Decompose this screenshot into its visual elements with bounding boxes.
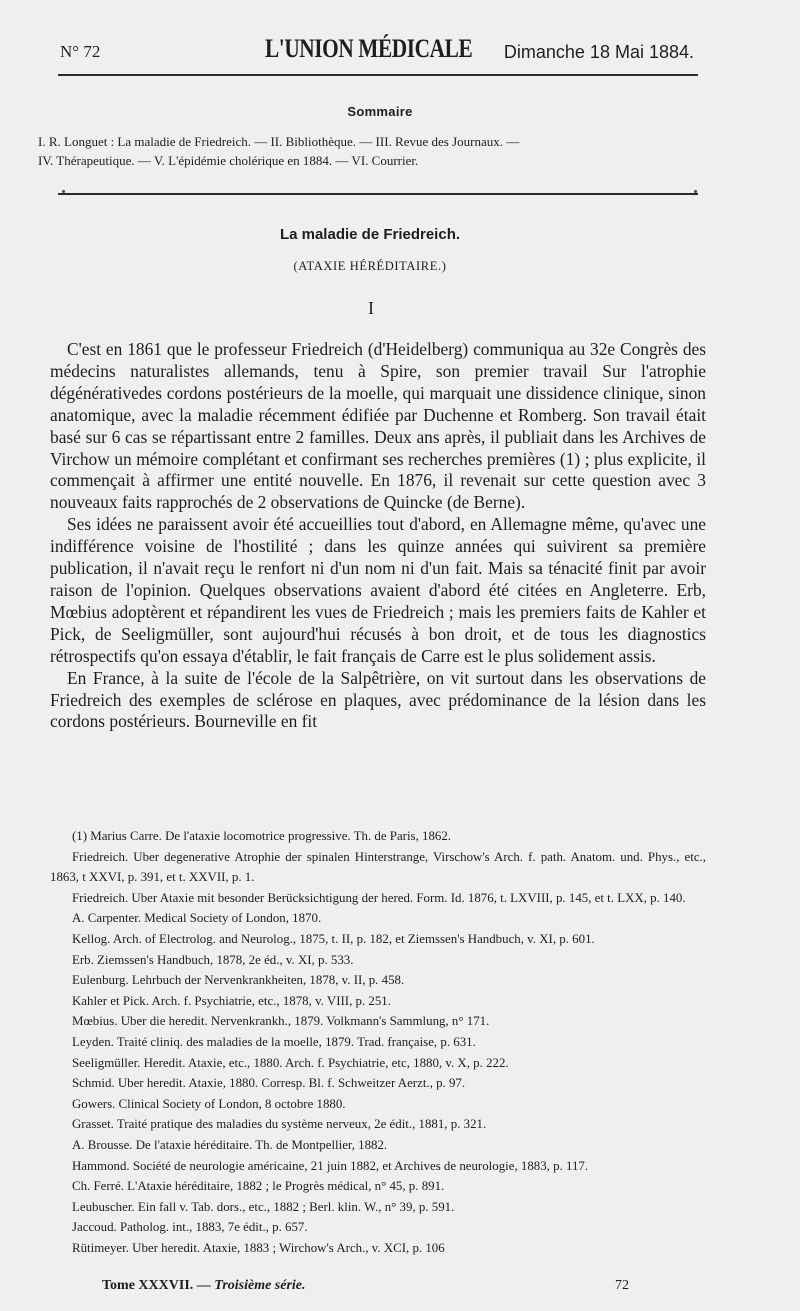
page-footer	[60, 1278, 660, 1300]
summary-rule	[58, 193, 698, 195]
footnote: Ch. Ferré. L'Ataxie héréditaire, 1882 ; le Progrès médical, n° 45, p. 891.	[72, 1179, 445, 1194]
summary-line: IV. Thérapeutique. — V. L'épidémie cholérique en 1884. — VI. Courrier.	[38, 153, 419, 168]
footnote: Mœbius. Uber die heredit. Nervenkrankh., 1879. Volkmann's Sammlung, n° 171.	[72, 1014, 490, 1029]
footnote: Jaccoud. Patholog. int., 1883, 7e édit., p. 657.	[72, 1220, 308, 1235]
footnote: Kahler et Pick. Arch. f. Psychiatrie, etc., 1878, v. VIII, p. 251.	[72, 993, 391, 1008]
footer-series: Troisième série.	[214, 1278, 306, 1293]
footnote: Gowers. Clinical Society of London, 8 octobre 1880.	[72, 1096, 346, 1111]
page-header	[60, 34, 700, 68]
article-paragraph: C'est en 1861 que le professeur Friedreich (d'Heidelberg) communiqua au 32e Congrès des médecins naturalistes allemands, tenu à Spire, son premier travail Sur l'atrophie dégénérativedes cordons postérieurs de la moelle, qui marquait une dissidence clinique, sinon anatomique, avec la maladie récemment édifiée par Duchenne et Romberg. Son travail était basé sur 6 cas se répartissant entre 2 familles. Deux ans après, il publiait dans les Archives de Virchow un mémoire complétant et confirmant ses recherches premières (1) ; plus explicite, il commençait à affirmer une entité nouvelle. En 1876, il revenait sur cette question avec 3 nouveaux faits rapprochés de 2 observations de Quincke (de Berne).	[50, 339, 706, 513]
footnote: Rütimeyer. Uber heredit. Ataxie, 1883 ; Wirchow's Arch., v. XCI, p. 106	[72, 1240, 445, 1255]
article-subtitle: (ATAXIE HÉRÉDITAIRE.)	[293, 259, 447, 273]
journal-title: L'UNION MÉDICALE	[265, 34, 473, 63]
footnote: Schmid. Uber heredit. Ataxie, 1880. Corresp. Bl. f. Schweitzer Aerzt., p. 97.	[72, 1076, 466, 1091]
summary-line: I. R. Longuet : La maladie de Friedreich. — II. Bibliothèque. — III. Revue des Journaux. —	[38, 134, 520, 149]
footnote: Leubuscher. Ein fall v. Tab. dors., etc., 1882 ; Berl. klin. W., n° 39, p. 591.	[72, 1199, 455, 1214]
footnote: Friedreich. Uber degenerative Atrophie der spinalen Hinterstrange, Virschow's Arch. f. path. Anatom. und. Phys., etc., 1863, t XXVI, p. 391, et t. XXVII, p. 1.	[50, 849, 706, 885]
section-number: I	[368, 298, 374, 318]
footnote: Eulenburg. Lehrbuch der Nervenkrankheiten, 1878, v. II, p. 458.	[72, 973, 405, 988]
footnote: Friedreich. Uber Ataxie mit besonder Berücksichtigung der hered. Form. Id. 1876, t. LXVIII, p. 145, et t. LXX, p. 140.	[72, 890, 686, 905]
issue-number: N° 72	[60, 42, 101, 61]
footnote: (1) Marius Carre. De l'ataxie locomotrice progressive. Th. de Paris, 1862.	[72, 829, 452, 843]
ink-speck	[694, 190, 697, 193]
footnote: Leyden. Traité cliniq. des maladies de la moelle, 1879. Trad. française, p. 631.	[72, 1034, 476, 1049]
summary-title: Sommaire	[347, 104, 413, 119]
footnote: Seeligmüller. Heredit. Ataxie, etc., 1880. Arch. f. Psychiatrie, etc, 1880, v. X, p. 222.	[72, 1055, 509, 1070]
footnote: Kellog. Arch. of Electrolog. and Neurolog., 1875, t. II, p. 182, et Ziemssen's Handbuch, v. XI, p. 601.	[72, 931, 595, 946]
article-paragraph: En France, à la suite de l'école de la Salpêtrière, on vit surtout dans les observations de Friedreich des exemples de sclérose en plaques, avec prédominance de la lésion dans les cordons postérieurs. Bourneville en fit	[50, 667, 706, 732]
footer-volume: Tome XXXVII. — Troisième série.	[102, 1278, 306, 1293]
issue-date: Dimanche 18 Mai 1884.	[503, 42, 694, 62]
article-paragraph: Ses idées ne paraissent avoir été accueillies tout d'abord, en Allemagne même, qu'avec une indifférence voisine de l'hostilité ; dans les quinze années qui suivirent sa première publication, il n'avait reçu le renfort ni d'un nom ni d'un fait. Mais sa ténacité finit par avoir raison de l'opinion. Quelques observations avaient d'abord été citées en Angleterre. Erb, Mœbius adoptèrent et répandirent les vues de Friedreich ; mais les premiers faits de Kahler et Pick, de Seeligmüller, sont aujourd'hui récusés à bon droit, et de tous les diagnostics rétrospectifs qu'on essaya d'établir, le fait français de Carre est le plus solidement assis.	[50, 514, 706, 666]
footnote: Grasset. Traité pratique des maladies du système nerveux, 2e édit., 1881, p. 321.	[72, 1117, 487, 1132]
page-number: 72	[615, 1278, 629, 1293]
article-body	[50, 339, 706, 733]
footnotes	[50, 826, 706, 1258]
header-rule	[58, 74, 698, 76]
footnote: Erb. Ziemssen's Handbuch, 1878, 2e éd., v. XI, p. 533.	[72, 952, 354, 967]
footnote: A. Carpenter. Medical Society of London, 1870.	[72, 911, 322, 926]
article-title: La maladie de Friedreich.	[279, 226, 461, 243]
footnote: A. Brousse. De l'ataxie héréditaire. Th. de Montpellier, 1882.	[72, 1137, 388, 1152]
footer-tome: Tome XXXVII.	[102, 1278, 194, 1293]
footnote: Hammond. Société de neurologie américaine, 21 juin 1882, et Archives de neurologie, 1883, p. 117.	[72, 1158, 589, 1173]
ink-speck	[62, 190, 65, 193]
